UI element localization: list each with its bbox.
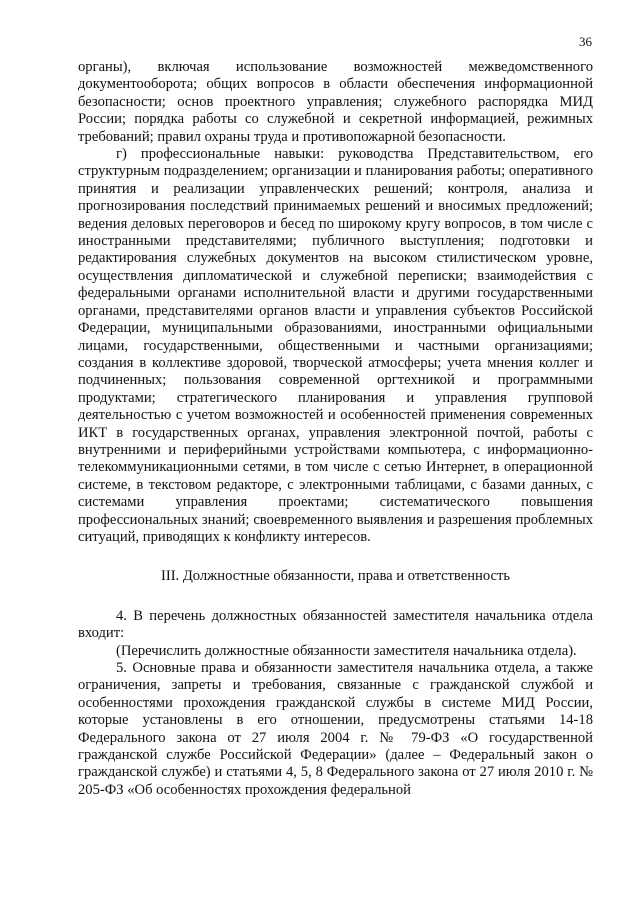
paragraph-duties-placeholder: (Перечислить должностные обязанности заместителя начальника отдела). xyxy=(116,642,577,659)
paragraph-duties-list: 4. В перечень должностных обязанностей заместителя начальника отдела входит: xyxy=(78,607,593,642)
paragraph-professional-skills: г) профессиональные навыки: руководства Представительством, его структурным подразделением; организации и планирования работы; оперативного принятия и реализации управленческих решений; контроля, анализа и прогнозирования последствий принимаемых решений и вносимых предложений; ведения деловых переговоров и бесед по широкому кругу вопросов, в том числе с иностранными представителями; публичного выступления; подготовки и редактирования служебных документов на высоком стилистическом уровне, осуществления дипломатической и служебной переписки; взаимодействия с федеральными органами исполнительной власти и другими государственными органами, представителями органов власти и управления субъектов Российской Федерации, муниципальными образованиями, иностранными официальными лицами, государственными, общественными и частными организациями; создания в коллективе здоровой, творческой атмосферы; учета мнения коллег и подчиненных; пользования современной оргтехникой и программными продуктами; стратегического планирования и управления групповой деятельностью с учетом возможностей и особенностей применения современных ИКТ в государственных органах, управления электронной почтой, работы с внутренними и периферийными устройствами компьютера, с информационно-телекоммуникационными сетями, в том числе с сетью Интернет, в операционной системе, в текстовом редакторе, с электронными таблицами, с базами данных, с системами управления проектами; систематического повышения профессиональных знаний; своевременного выявления и разрешения проблемных ситуаций, приводящих к конфликту интересов. xyxy=(78,146,593,545)
document-body xyxy=(78,59,593,799)
paragraph-rights-obligations: 5. Основные права и обязанности заместителя начальника отдела, а также ограничения, запреты и требования, связанные с гражданской службой и особенностями прохождения гражданской службы в системе МИД России, которые установлены в его отношении, предусмотрены статьями 14-18 Федерального закона от 27 июля 2004 г. № 79-ФЗ «О государственной гражданской службе Российской Федерации» (далее – Федеральный закон о гражданской службе) и статьями 4, 5, 8 Федерального закона от 27 июля 2010 г. № 205-ФЗ «Об особенностях прохождения федеральной xyxy=(78,660,593,798)
paragraph-knowledge-continuation: органы), включая использование возможностей межведомственного документооборота; общих вопросов в области обеспечения информационной безопасности; основ проектного управления; служебного распорядка МИД России; порядка работы со служебной и секретной информацией, режимных требований; правил охраны труда и противопожарной безопасности. xyxy=(78,59,593,145)
section-heading: III. Должностные обязанности, права и ответственность xyxy=(160,568,511,585)
page-number: 36 xyxy=(579,34,592,49)
